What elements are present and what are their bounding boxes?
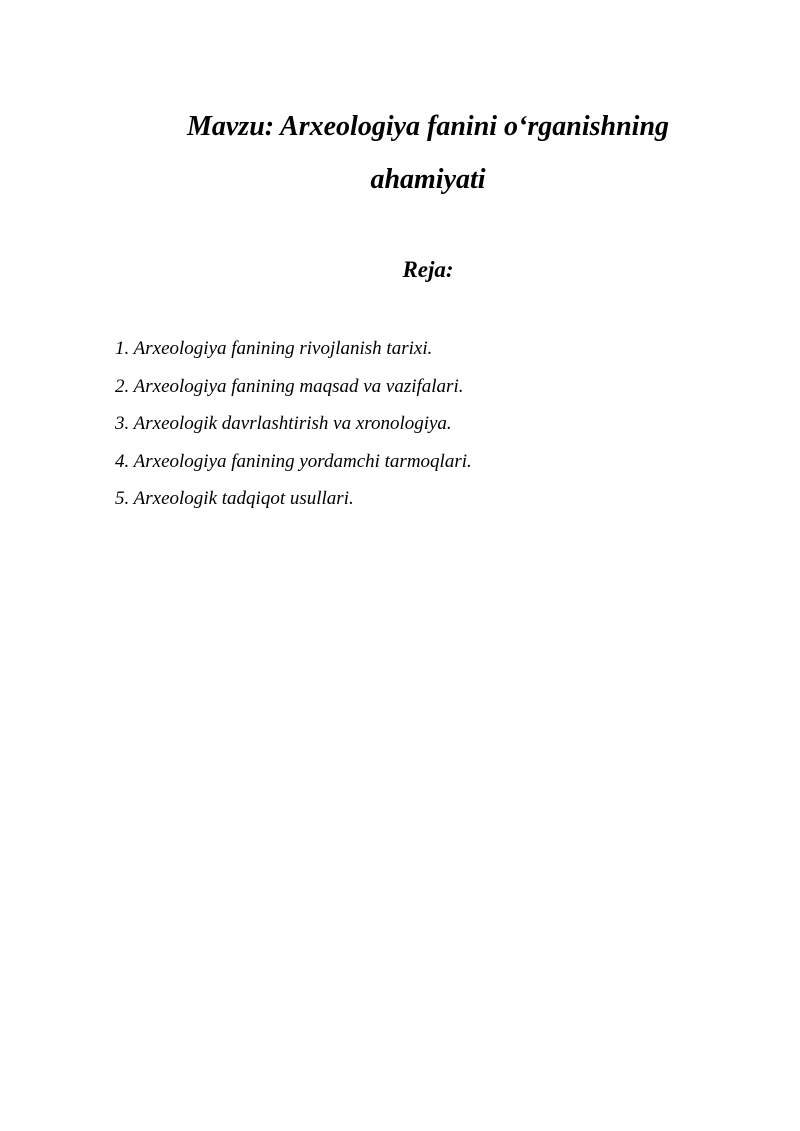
plan-item-3: 3. Arxeologik davrlashtirish va xronologiya. [115, 413, 452, 434]
plan-item-5: 5. Arxeologik tadqiqot usullari. [115, 488, 354, 509]
plan-item-2: 2. Arxeologiya fanining maqsad va vazifalari. [115, 375, 464, 397]
document-title-line-2: ahamiyati [370, 164, 486, 195]
plan-heading: Reja: [402, 257, 454, 282]
plan-item-4: 4. Arxeologiya fanining yordamchi tarmoqlari. [115, 450, 472, 472]
plan-item-1: 1. Arxeologiya fanining rivojlanish tarixi. [115, 338, 433, 359]
document-title-line-1: Mavzu: Arxeologiya fanini o‘rganishning [186, 111, 670, 142]
plan-list [115, 339, 472, 527]
